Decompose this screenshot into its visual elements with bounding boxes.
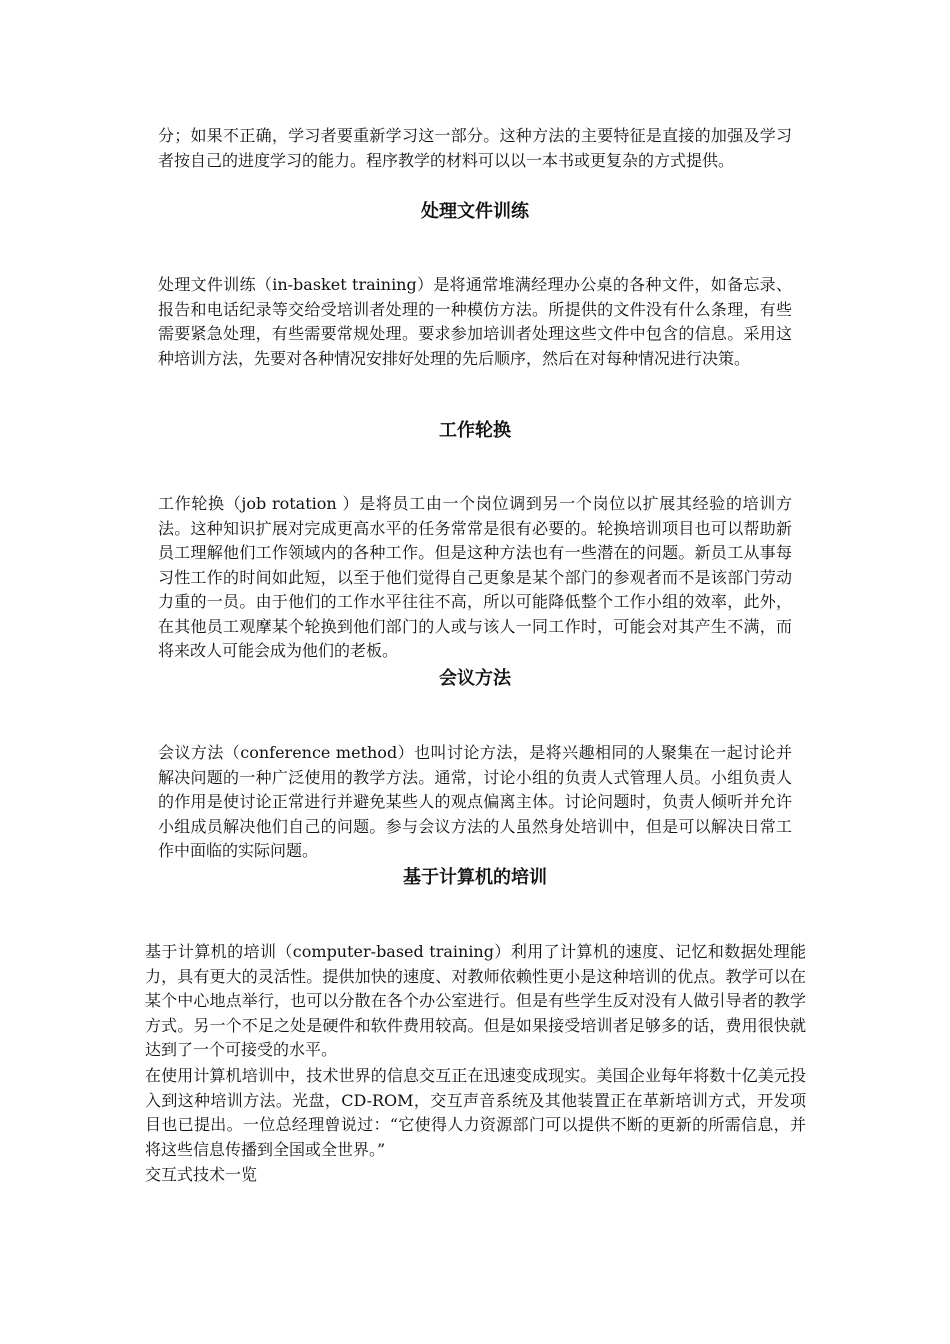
paragraph-in-basket-training: 处理文件训练（in-basket training）是将通常堆满经理办公桌的各种文件，如备忘录、报告和电话纪录等交给受培训者处理的一种模仿方法。所提供的文件没有什么条理，有些需要紧急处理，有些需要常规处理。要求参加培训者处理这些文件中包含的信息。采用这种培训方法，先要对各种情况安排好处理的先后顺序，然后在对每种情况进行决策。	[158, 275, 792, 368]
heading-job-rotation: 工作轮换	[439, 420, 511, 441]
paragraph-interactive-overview: 交互式技术一览	[145, 1165, 258, 1184]
paragraph-computer-based-training: 基于计算机的培训（computer-based training）利用了计算机的速度、记忆和数据处理能力，具有更大的灵活性。提供加快的速度、对教师依赖性更小是这种培训的优点。教学可以在某个中心地点举行，也可以分散在各个办公室进行。但是有些学生反对没有人做引导者的教学方式。另一个不足之处是硬件和软件费用较高。但是如果接受培训者足够多的话，费用很快就达到了一个可接受的水平。	[145, 942, 806, 1059]
paragraph-interactive-technology: 在使用计算机培训中，技术世界的信息交互正在迅速变成现实。美国企业每年将数十亿美元投入到这种培训方法。光盘，CD-ROM，交互声音系统及其他装置正在革新培训方式，开发项目也已提出。一位总经理曾说过：“它使得人力资源部门可以提供不断的更新的所需信息，并将这些信息传播到全国或全世界。”	[145, 1066, 806, 1159]
heading-conference-method: 会议方法	[439, 668, 511, 689]
heading-in-basket-training: 处理文件训练	[421, 201, 529, 222]
paragraph-job-rotation: 工作轮换（job rotation ）是将员工由一个岗位调到另一个岗位以扩展其经验的培训方法。这种知识扩展对完成更高水平的任务常常是很有必要的。轮换培训项目也可以帮助新员工理解他们工作领域内的各种工作。但是这种方法也有一些潜在的问题。新员工从事每习性工作的时间如此短，以至于他们觉得自己更象是某个部门的参观者而不是该部门劳动力重的一员。由于他们的工作水平往往不高，所以可能降低整个工作小组的效率，此外，在其他员工观摩某个轮换到他们部门的人或与该人一同工作时，可能会对其产生不满，而将来改人可能会成为他们的老板。	[158, 494, 792, 660]
heading-computer-based-training: 基于计算机的培训	[403, 867, 547, 888]
paragraph-conference-method: 会议方法（conference method）也叫讨论方法，是将兴趣相同的人聚集在一起讨论并解决问题的一种广泛使用的教学方法。通常，讨论小组的负责人式管理人员。小组负责人的作用是使讨论正常进行并避免某些人的观点偏离主体。讨论问题时，负责人倾听并允许小组成员解决他们自己的问题。参与会议方法的人虽然身处培训中，但是可以解决日常工作中面临的实际问题。	[158, 743, 792, 860]
paragraph-intro: 分；如果不正确，学习者要重新学习这一部分。这种方法的主要特征是直接的加强及学习者按自己的进度学习的能力。程序教学的材料可以以一本书或更复杂的方式提供。	[158, 126, 792, 170]
